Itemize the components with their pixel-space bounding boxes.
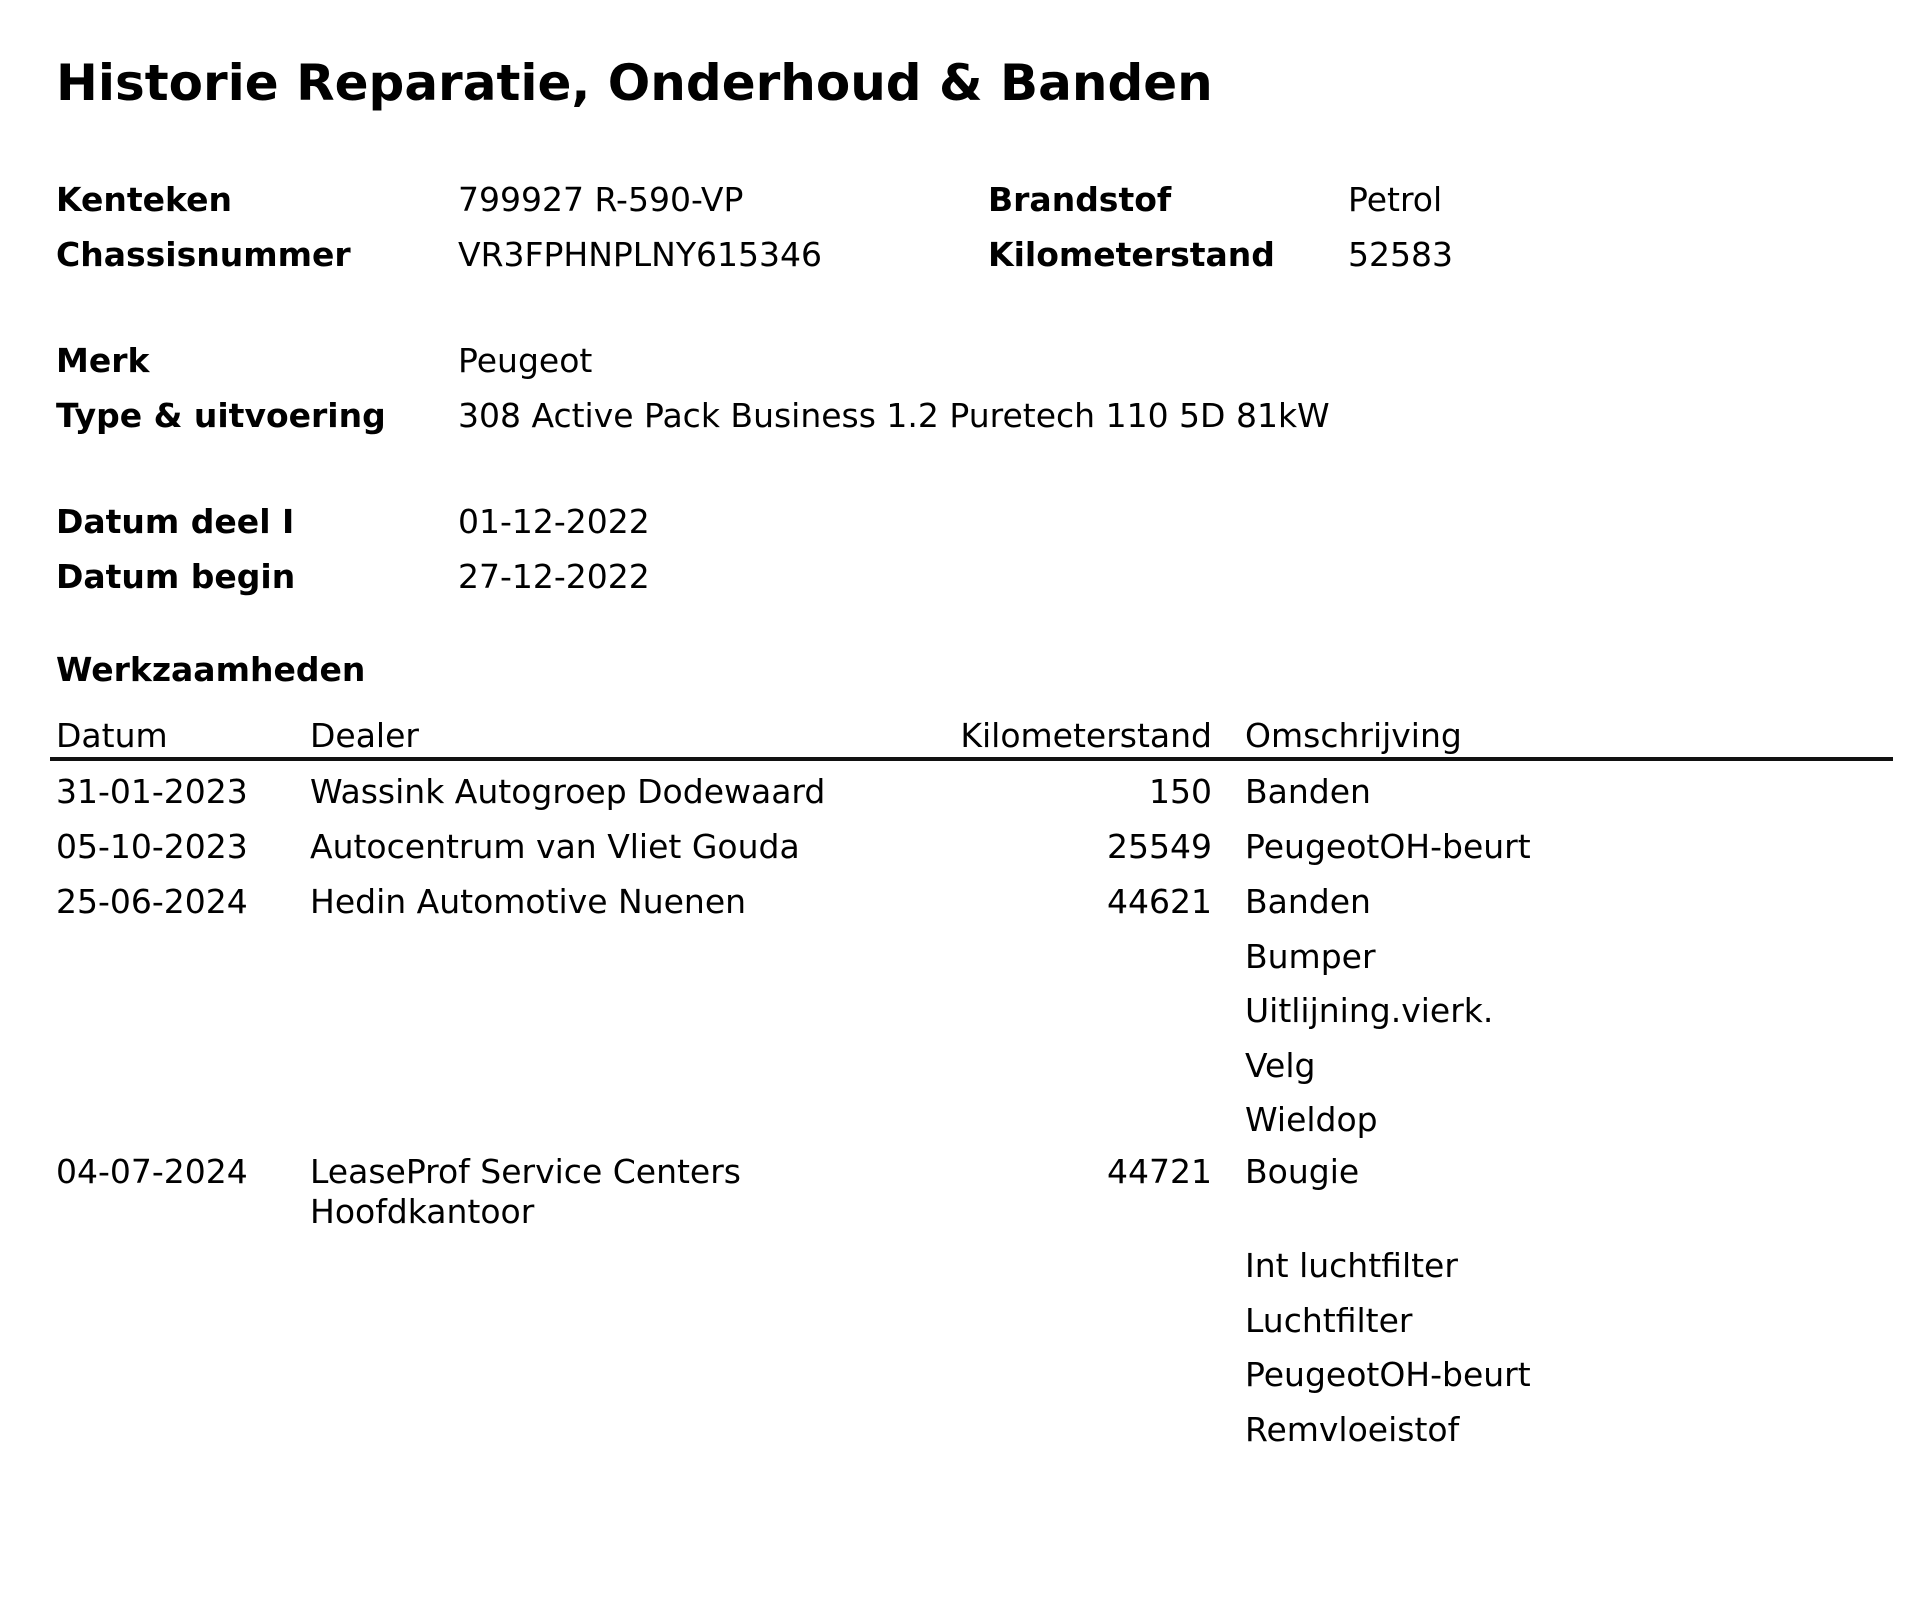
merk-value: Peugeot	[458, 341, 593, 380]
page-title: Historie Reparatie, Onderhoud & Banden	[56, 54, 1213, 112]
table-cell-kilometerstand: 25549	[1107, 827, 1212, 866]
kenteken-value: 799927 R-590-VP	[458, 180, 744, 219]
type-value: 308 Active Pack Business 1.2 Puretech 110 5D 81kW	[458, 396, 1330, 435]
km-value: 52583	[1348, 235, 1453, 274]
datum-begin-label: Datum begin	[56, 557, 296, 596]
table-cell-omschrijving: Int luchtfilter	[1245, 1246, 1458, 1285]
table-cell-datum: 05-10-2023	[56, 827, 248, 866]
table-cell-datum: 04-07-2024	[56, 1152, 248, 1191]
table-cell-datum: 31-01-2023	[56, 772, 248, 811]
table-cell-kilometerstand: 44721	[1107, 1152, 1212, 1191]
column-header-datum: Datum	[56, 716, 168, 755]
brandstof-label: Brandstof	[988, 180, 1172, 219]
table-cell-dealer: Autocentrum van Vliet Gouda	[310, 827, 800, 866]
table-cell-datum: 25-06-2024	[56, 882, 248, 921]
table-cell-omschrijving: Remvloeistof	[1245, 1409, 1460, 1449]
brandstof-value: Petrol	[1348, 180, 1443, 219]
table-cell-omschrijving: Banden	[1245, 772, 1371, 811]
table-cell-omschrijving: PeugeotOH-beurt	[1245, 1355, 1531, 1394]
table-header-divider	[50, 757, 1893, 761]
column-header-omschrijving: Omschrijving	[1245, 716, 1462, 755]
table-cell-omschrijving: Luchtfilter	[1245, 1300, 1413, 1340]
table-cell-dealer: Wassink Autogroep Dodewaard	[310, 772, 826, 811]
table-cell-kilometerstand: 44621	[1107, 882, 1212, 921]
table-cell-omschrijving: Velg	[1245, 1045, 1316, 1085]
table-cell-omschrijving: Bumper	[1245, 936, 1376, 976]
table-cell-omschrijving: Wieldop	[1245, 1100, 1378, 1139]
table-cell-kilometerstand: 150	[1149, 772, 1212, 811]
column-header-dealer: Dealer	[310, 716, 419, 755]
table-cell-omschrijving: PeugeotOH-beurt	[1245, 827, 1531, 866]
merk-label: Merk	[56, 341, 150, 380]
table-cell-omschrijving: Bougie	[1245, 1152, 1360, 1191]
chassis-value: VR3FPHNPLNY615346	[458, 235, 822, 274]
datum-deel-value: 01-12-2022	[458, 502, 650, 541]
table-cell-omschrijving: Banden	[1245, 882, 1371, 921]
datum-deel-label: Datum deel I	[56, 502, 295, 541]
werkzaamheden-heading: Werkzaamheden	[56, 650, 366, 689]
kenteken-label: Kenteken	[56, 180, 232, 219]
chassis-label: Chassisnummer	[56, 235, 351, 274]
datum-begin-value: 27-12-2022	[458, 557, 650, 596]
table-cell-omschrijving: Uitlijning.vierk.	[1245, 991, 1494, 1030]
km-label: Kilometerstand	[988, 235, 1275, 274]
column-header-kilometerstand: Kilometerstand	[960, 716, 1212, 755]
type-label: Type & uitvoering	[56, 396, 386, 435]
table-cell-dealer: Hedin Automotive Nuenen	[310, 882, 747, 921]
table-cell-dealer: LeaseProf Service Centers	[310, 1152, 741, 1191]
table-cell-dealer: Hoofdkantoor	[310, 1192, 535, 1231]
